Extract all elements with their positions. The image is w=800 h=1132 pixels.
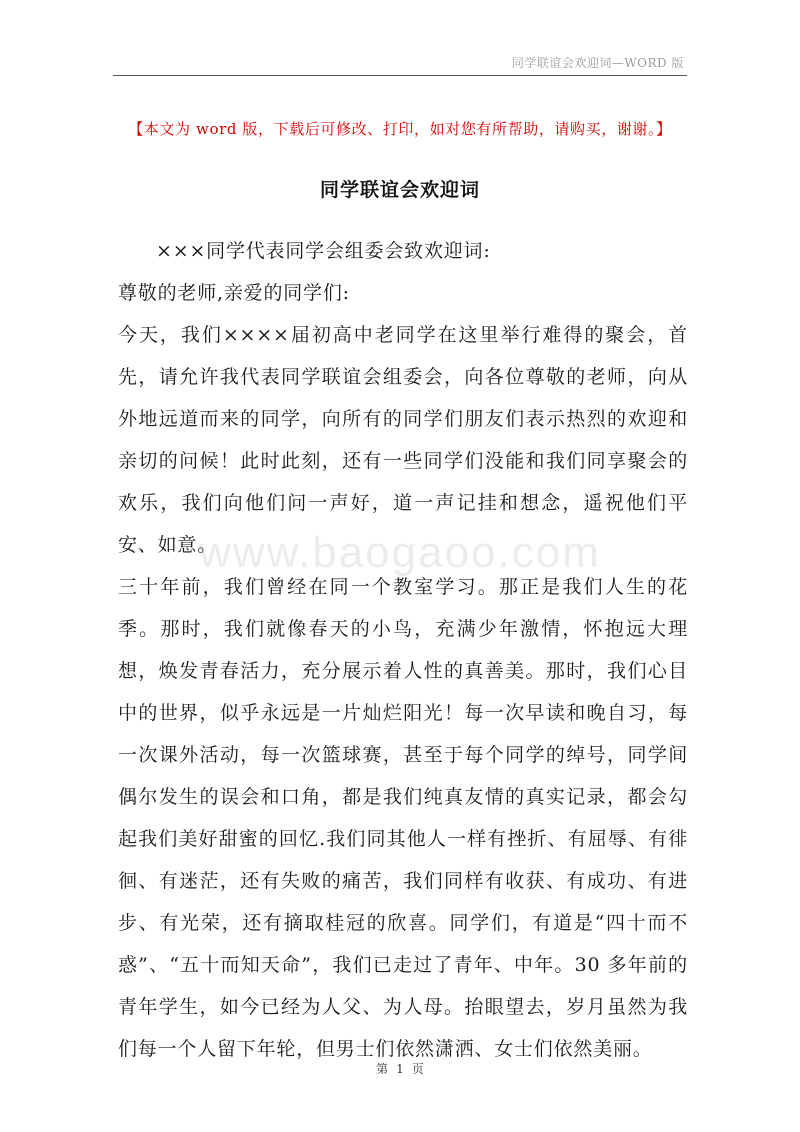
document-body [118, 230, 688, 1070]
page-footer [0, 1060, 800, 1077]
running-header: 同学联谊会欢迎词—WORD 版 [511, 56, 684, 70]
page-label-prefix: 第 [376, 1062, 389, 1076]
purchase-notice: 【本文为 word 版，下载后可修改、打印，如对您有所帮助，请购买，谢谢。】 [128, 120, 672, 138]
page-number: 1 [396, 1062, 404, 1076]
opening-line: ×××同学代表同学会组委会致欢迎词: [156, 240, 491, 262]
watermark-text: www.baogaoo.com [199, 528, 601, 577]
salutation: 尊敬的老师,亲爱的同学们: [118, 282, 350, 304]
body-paragraph: 今天，我们××××届初高中老同学在这里举行难得的聚会，首先，请允许我代表同学联谊会组委会，向各位尊敬的老师，向从外地远道而来的同学，向所有的同学们朋友们表示热烈的欢迎和亲切的问候！此时此刻，还有一些同学们没能和我们同享聚会的欢乐，我们向他们问一声好，道一声记挂和想念，遥祝他们平安、如意。 [118, 324, 688, 556]
page-label-suffix: 页 [411, 1062, 424, 1076]
header-divider [113, 75, 687, 76]
body-paragraph: 三十年前，我们曾经在同一个教室学习。那正是我们人生的花季。那时，我们就像春天的小鸟，充满少年激情，怀抱远大理想，焕发青春活力，充分展示着人性的真善美。那时，我们心目中的世界，似乎永远是一片灿烂阳光！每一次早读和晚自习，每一次课外活动，每一次篮球赛，甚至于每个同学的绰号，同学间偶尔发生的误会和口角，都是我们纯真友情的真实记录，都会勾起我们美好甜蜜的回忆.我们同其他人一样有挫折、有屈辱、有徘徊、有迷茫，还有失败的痛苦，我们同样有收获、有成功、有进步、有光荣，还有摘取桂冠的欣喜。同学们，有道是“四十而不惑”、“五十而知天命”，我们已走过了青年、中年。30 多年前的青年学生，如今已经为人父、为人母。抬眼望去，岁月虽然为我们每一个人留下年轮，但男士们依然潇洒、女士们依然美丽。 [118, 576, 688, 1060]
document-title: 同学联谊会欢迎词 [319, 179, 480, 201]
